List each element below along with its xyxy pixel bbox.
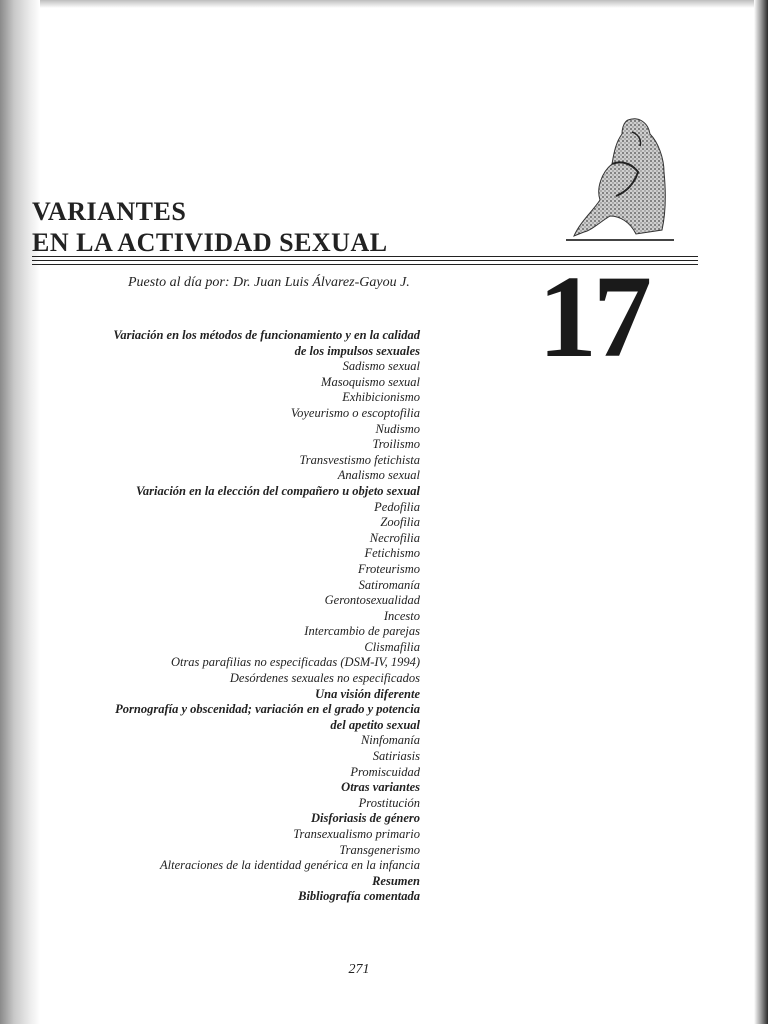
page-binding-shadow	[0, 0, 40, 1024]
toc-entry: Clismafilia	[364, 639, 420, 654]
toc-entry: Pedofilia	[374, 499, 420, 514]
toc-section-heading: Una visión diferente	[315, 686, 420, 701]
toc-entry: Analismo sexual	[337, 468, 420, 483]
chapter-number: 17	[538, 251, 648, 382]
toc-entry: Prostitución	[358, 795, 420, 810]
toc-entry: Zoofilia	[380, 515, 420, 530]
toc-entry: Ninfomanía	[360, 733, 420, 748]
toc-entry: Froteurismo	[357, 561, 420, 576]
toc-entry: Sadismo sexual	[342, 359, 420, 374]
toc-entry: Troilismo	[372, 437, 420, 452]
thinker-statue-illustration	[566, 112, 674, 244]
toc-section-heading: Otras variantes	[341, 780, 420, 795]
toc-entry: Incesto	[383, 608, 420, 623]
toc-section-heading: de los impulsos sexuales	[294, 343, 420, 358]
page-right-edge	[754, 0, 768, 1024]
toc-entry: Necrofilia	[369, 530, 420, 545]
chapter-title-line-1: VARIANTES	[32, 197, 187, 226]
toc-entry: Nudismo	[375, 421, 420, 436]
page-number: 271	[348, 962, 370, 977]
chapter-contents-list	[40, 328, 420, 905]
chapter-byline: Puesto al día por: Dr. Juan Luis Álvarez-Gayou J.	[128, 275, 410, 290]
toc-entry: Desórdenes sexuales no especificados	[229, 671, 420, 686]
toc-section-heading: Resumen	[372, 873, 420, 888]
toc-section-heading: Pornografía y obscenidad; variación en el grado y potencia	[115, 702, 420, 717]
toc-entry: Alteraciones de la identidad genérica en la infancia	[159, 858, 420, 873]
toc-entry: Transvestismo fetichista	[299, 452, 420, 467]
toc-section-heading: Bibliografía comentada	[298, 889, 420, 904]
toc-entry: Otras parafilias no especificadas (DSM-IV, 1994)	[170, 655, 420, 670]
toc-section-heading: Variación en los métodos de funcionamiento y en la calidad	[113, 328, 420, 342]
toc-entry: Intercambio de parejas	[304, 624, 420, 639]
toc-entry: Satiromanía	[358, 577, 420, 592]
toc-entry: Transgenerismo	[339, 842, 420, 857]
toc-entry: Exhibicionismo	[342, 390, 420, 405]
page-top-shadow	[0, 0, 768, 8]
toc-section-heading: del apetito sexual	[330, 717, 420, 732]
chapter-title-line-2: EN LA ACTIVIDAD SEXUAL	[32, 228, 388, 257]
toc-entry: Transexualismo primario	[293, 827, 420, 841]
toc-entry: Satiriasis	[372, 749, 420, 764]
toc-section-heading: Disforiasis de género	[310, 811, 420, 826]
toc-section-heading: Variación en la elección del compañero u objeto sexual	[135, 483, 420, 498]
toc-entry: Voyeurismo o escoptofilia	[290, 405, 420, 420]
toc-entry: Masoquismo sexual	[321, 374, 420, 389]
chapter-title	[32, 196, 388, 258]
toc-entry: Fetichismo	[364, 546, 420, 561]
toc-entry: Promiscuidad	[350, 764, 420, 779]
toc-entry: Gerontosexualidad	[324, 593, 420, 608]
